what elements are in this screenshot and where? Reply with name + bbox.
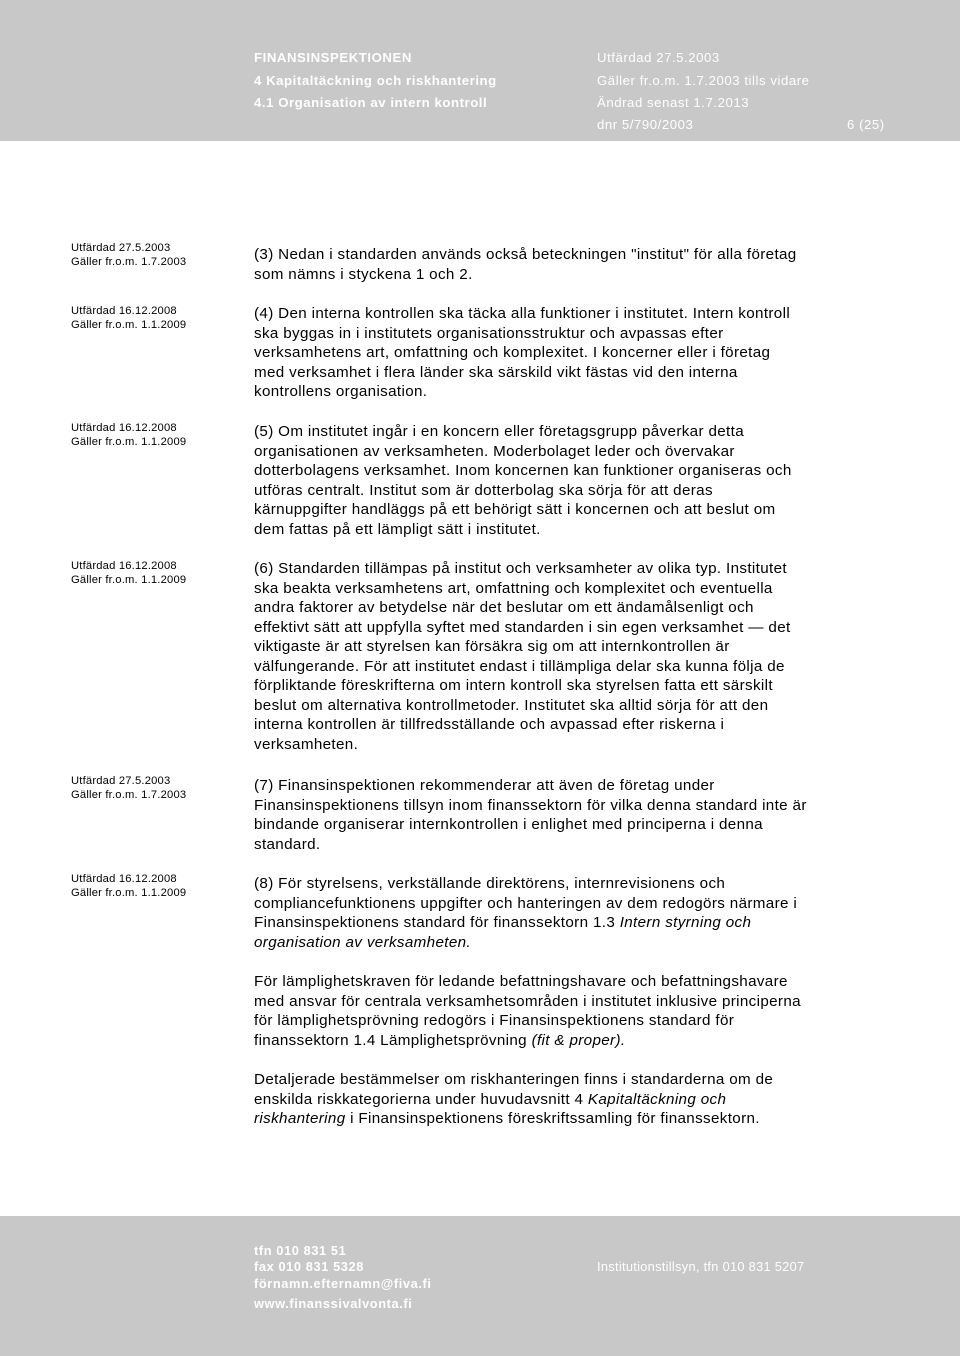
margin-note xyxy=(71,559,186,587)
section-title: Kapitaltäckning och xyxy=(587,1090,727,1108)
paragraph-line xyxy=(254,913,904,933)
paragraph-line: verksamheten. xyxy=(254,735,359,753)
margin-note xyxy=(71,304,186,332)
paragraph-line: (3) Nedan i standarden används också beteckningen "institut" för alla företag xyxy=(254,246,797,263)
paragraph-line: dem fattas på ett lämpligt sätt i institutet. xyxy=(254,520,541,538)
page-header xyxy=(0,0,960,141)
paragraph-line xyxy=(254,1109,904,1129)
header-section: 4.1 Organisation av intern kontroll xyxy=(254,95,488,110)
footer-supervision-contact: Institutionstillsyn, tfn 010 831 5207 xyxy=(597,1259,805,1274)
header-valid: Gäller fr.o.m. 1.7.2003 tills vidare xyxy=(597,73,810,88)
paragraph-6 xyxy=(254,559,904,754)
margin-note-valid: Gäller fr.o.m. 1.1.2009 xyxy=(71,319,187,331)
paragraph-line: förpliktande föreskrifterna om intern kontroll ska styrelsen fatta ett särskilt xyxy=(254,677,773,694)
standard-title: Intern styrning och xyxy=(619,914,752,931)
paragraph-7 xyxy=(254,776,904,854)
paragraph-line: kärnuppgifter handläggs på ett behörigt sätt i koncernen och att beslut om xyxy=(254,501,776,518)
paragraph-3 xyxy=(254,245,904,284)
paragraph-line: verksamhetens art, omfattning och komplexitet. I koncerner eller i företag xyxy=(254,344,771,361)
paragraph-5 xyxy=(254,422,904,539)
margin-note-valid: Gäller fr.o.m. 1.1.2009 xyxy=(71,887,187,899)
paragraph-line: (8) För styrelsens, verkställande direktörens, internrevisionens och xyxy=(254,875,726,892)
standard-title: organisation av verksamheten. xyxy=(254,933,471,951)
paragraph-line: med ansvar för centrala verksamhetsområden i institutet inklusive principerna xyxy=(254,992,801,1010)
page-footer xyxy=(0,1216,960,1356)
paragraph-line: med verksamhet i flera länder ska särskild vikt fästas vid den interna xyxy=(254,363,738,381)
header-org: FINANSINSPEKTIONEN xyxy=(254,50,412,65)
paragraph-line: kontrollens organisation. xyxy=(254,383,428,400)
paragraph-4 xyxy=(254,304,904,402)
margin-note-valid: Gäller fr.o.m. 1.7.2003 xyxy=(71,789,187,801)
paragraph-line: (7) Finansinspektionen rekommenderar att även de företag under xyxy=(254,777,715,794)
paragraph-line: för lämplighetsprövning redogörs i Finansinspektionens standard för xyxy=(254,1012,735,1029)
footer-email[interactable]: förnamn.efternamn@fiva.fi xyxy=(254,1276,432,1291)
margin-note-issued: Utfärdad 27.5.2003 xyxy=(71,775,171,787)
paragraph-line: interna kontrollen är tillfredsställande och avpassad efter riskerna i xyxy=(254,716,725,733)
section-title: riskhantering xyxy=(254,1110,346,1127)
margin-note-issued: Utfärdad 16.12.2008 xyxy=(71,560,177,572)
paragraph-line xyxy=(254,933,904,953)
paragraph-line xyxy=(254,1031,904,1051)
paragraph-line: ska beakta verksamhetens art, omfattning och komplexitet och eventuella xyxy=(254,579,773,597)
header-issued: Utfärdad 27.5.2003 xyxy=(597,50,720,65)
header-amended: Ändrad senast 1.7.2013 xyxy=(597,95,750,110)
paragraph-line: compliancefunktionens uppgifter och hanteringen av dem redogörs närmare i xyxy=(254,894,798,912)
paragraph-line: ska byggas in i institutets organisationsstruktur och avpassas efter xyxy=(254,324,724,342)
paragraph-line: För lämplighetskraven för ledande befattningshavare och befattningshavare xyxy=(254,973,788,990)
paragraph-text: finanssektorn 1.4 Lämplighetsprövning xyxy=(254,1031,532,1049)
paragraph-text: i Finansinspektionens föreskriftssamling för finanssektorn. xyxy=(345,1110,760,1127)
margin-note xyxy=(71,241,186,269)
paragraph-text: Finansinspektionens standard för finanssektorn 1.3 xyxy=(254,914,620,931)
margin-note-issued: Utfärdad 16.12.2008 xyxy=(71,422,177,434)
paragraph-line: organisationen av verksamheten. Moderbolaget leder och övervakar xyxy=(254,442,735,460)
paragraph-text: enskilda riskkategorierna under huvudavsnitt 4 xyxy=(254,1090,588,1108)
margin-note-valid: Gäller fr.o.m. 1.7.2003 xyxy=(71,256,187,268)
margin-note xyxy=(71,872,186,900)
footer-phone: tfn 010 831 51 xyxy=(254,1243,347,1258)
footer-website[interactable]: www.finanssivalvonta.fi xyxy=(254,1296,413,1311)
header-page-number: 6 (25) xyxy=(847,117,885,132)
margin-note-issued: Utfärdad 16.12.2008 xyxy=(71,873,177,885)
paragraph-8 xyxy=(254,874,904,952)
paragraph-9 xyxy=(254,972,904,1050)
header-dnr: dnr 5/790/2003 xyxy=(597,117,694,132)
paragraph-line: utföras centralt. Institut som är dotterbolag ska sörja för att deras xyxy=(254,481,713,499)
paragraph-line: andra faktorer av betydelse när det beslutar om ett ändamålsenligt och xyxy=(254,599,754,616)
paragraph-line: beslut om alternativa kontrollmetoder. Institutet ska alltid sörja för att den xyxy=(254,696,769,714)
margin-note-valid: Gäller fr.o.m. 1.1.2009 xyxy=(71,574,187,586)
footer-fax: fax 010 831 5328 xyxy=(254,1259,364,1274)
paragraph-line: som nämns i styckena 1 och 2. xyxy=(254,265,473,283)
paragraph-line: välfungerande. För att institutet endast i tillämpliga delar ska kunna följa de xyxy=(254,657,785,675)
margin-note-valid: Gäller fr.o.m. 1.1.2009 xyxy=(71,436,187,448)
margin-note-issued: Utfärdad 27.5.2003 xyxy=(71,242,171,254)
margin-note-issued: Utfärdad 16.12.2008 xyxy=(71,305,177,317)
standard-subtitle: (fit & proper). xyxy=(531,1031,626,1049)
paragraph-line: Finansinspektionens tillsyn inom finanssektorn för vilka denna standard inte är xyxy=(254,796,807,814)
paragraph-line: (4) Den interna kontrollen ska täcka alla funktioner i institutet. Intern kontroll xyxy=(254,305,791,322)
paragraph-line: standard. xyxy=(254,835,321,853)
paragraph-line: dotterbolagens verksamhet. Inom koncernen kan funktioner organiseras och xyxy=(254,462,792,479)
paragraph-line: (5) Om institutet ingår i en koncern eller företagsgrupp påverkar detta xyxy=(254,423,744,440)
margin-note xyxy=(71,421,186,449)
header-chapter: 4 Kapitaltäckning och riskhantering xyxy=(254,73,497,88)
margin-note xyxy=(71,774,186,802)
paragraph-10 xyxy=(254,1070,904,1129)
paragraph-line: Detaljerade bestämmelser om riskhanteringen finns i standarderna om de xyxy=(254,1071,774,1088)
paragraph-line: effektivt sätt att uppfylla syftet med standarden i sin egen verksamhet — det xyxy=(254,618,791,636)
paragraph-line: viktigaste är att styrelsen kan försäkra sig om att internkontrollen är xyxy=(254,638,730,655)
paragraph-line: bindande organiserar internkontrollen i enlighet med principerna i denna xyxy=(254,816,763,833)
paragraph-line xyxy=(254,1090,904,1110)
paragraph-line: (6) Standarden tillämpas på institut och verksamheter av olika typ. Institutet xyxy=(254,560,787,577)
